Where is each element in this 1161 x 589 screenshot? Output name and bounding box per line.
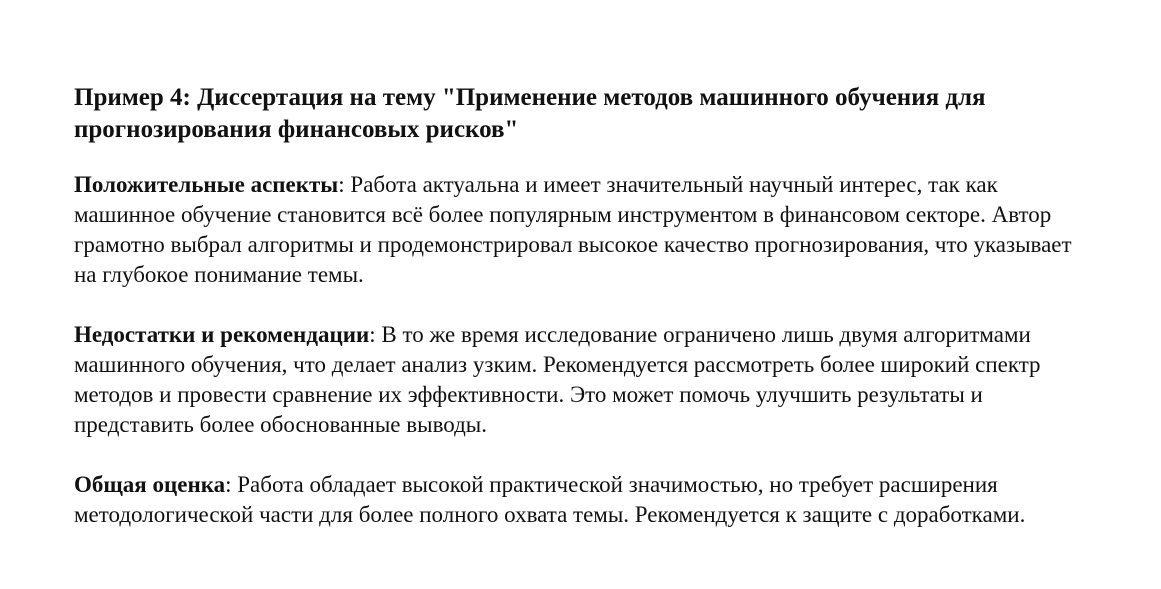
section-label: Общая оценка	[74, 472, 226, 497]
document-body	[74, 82, 1094, 560]
section-text: : Работа актуальна и имеет значительный научный интерес, так как машинное обучение становится всё более популярным инструментом в финансовом секторе. Автор грамотно выбрал алгоритмы и продемонстрировал высокое качество прогнозирования, что указывает на глубокое понимание темы.	[74, 172, 1072, 287]
section-positive-aspects	[74, 170, 1094, 290]
section-text: : В то же время исследование ограничено лишь двумя алгоритмами машинного обучения, что делает анализ узким. Рекомендуется рассмотреть более широкий спектр методов и провести сравнение их эффективности. Это может помочь улучшить результаты и представить более обоснованные выводы.	[74, 322, 1041, 437]
section-label: Недостатки и рекомендации	[74, 322, 370, 347]
section-overall-assessment	[74, 470, 1094, 530]
section-label: Положительные аспекты	[74, 172, 339, 197]
section-text: : Работа обладает высокой практической значимостью, но требует расширения методологической части для более полного охвата темы. Рекомендуется к защите с доработками.	[74, 472, 1026, 527]
document-title: Пример 4: Диссертация на тему "Применение методов машинного обучения для прогнозирования финансовых рисков"	[74, 84, 986, 143]
section-shortcomings-recommendations	[74, 320, 1094, 440]
